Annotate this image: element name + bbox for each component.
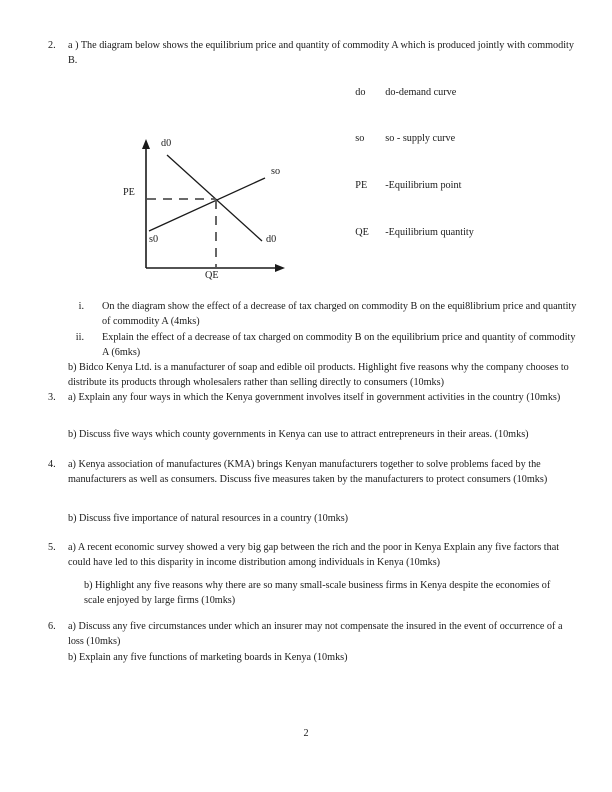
legend-text-pe: -Equilibrium point <box>385 180 462 192</box>
question-2-sub-i <box>68 299 578 330</box>
legend-item-qe <box>340 209 474 256</box>
page-number: 2 <box>303 728 309 739</box>
legend-key-do: do <box>355 86 366 98</box>
x-axis-arrowhead <box>275 264 285 272</box>
legend-key-so: so <box>355 133 365 145</box>
demand-curve <box>167 155 262 241</box>
price-axis-label: PE <box>123 187 135 198</box>
question-2-part-b: b) Bidco Kenya Ltd. is a manufacturer of soap and edible oil products. Highlight five reasons why the company chooses to distribute its products through wholesalers rather than selling directly to consumers (10mks) <box>68 362 569 389</box>
quantity-axis-label: QE <box>205 270 219 281</box>
question-5-part-a-text: a) A recent economic survey showed a very big gap between the rich and the poor in Kenya Explain any five factors that could have led to this disparity in income distribution among individuals in Kenya (10mks) <box>68 542 560 569</box>
question-2-sub-ii-marker: ii. <box>75 332 84 343</box>
legend-item-do <box>340 69 474 116</box>
supply-demand-diagram <box>110 130 310 290</box>
question-5-number: 5. <box>48 542 56 553</box>
legend-text-qe: -Equilibrium quantity <box>385 226 474 238</box>
question-6-part-a-text: a) Discuss any five circumstances under which an insurer may not compensate the insured in the event of occurrence of a loss (10mks) <box>68 621 563 648</box>
question-4-number: 4. <box>48 459 56 470</box>
supply-label-top: so <box>271 166 281 177</box>
diagram-legend <box>340 69 474 256</box>
question-2-intro <box>48 38 580 69</box>
question-2-sub-i-marker: i. <box>78 301 84 312</box>
question-2-sub-i-text: On the diagram show the effect of a decrease of tax charged on commodity B on the equi8librium price and quantity of commodity A (4mks) <box>102 301 577 328</box>
legend-item-pe <box>340 163 474 210</box>
supply-label-bottom: s0 <box>149 234 159 245</box>
legend-text-do: do-demand curve <box>385 86 457 98</box>
question-5-part-b: b) Highlight any five reasons why there are so many small-scale business firms in Kenya despite the economies of scale enjoyed by large firms (10mks) <box>84 580 551 607</box>
question-4-part-a <box>48 457 580 488</box>
question-3-part-b: b) Discuss five ways which county governments in Kenya can use to attract entrepreneurs in their areas. (10mks) <box>68 429 529 440</box>
demand-label-top: d0 <box>161 138 172 149</box>
question-5-part-a <box>48 540 580 571</box>
legend-key-qe: QE <box>355 226 369 238</box>
legend-item-so <box>340 116 474 163</box>
question-2-sub-ii-text: Explain the effect of a decrease of tax charged on commodity B on the equilibrium price and quantity of commodity A (6mks) <box>102 332 576 359</box>
question-3-number: 3. <box>48 392 56 403</box>
legend-key-pe: PE <box>355 180 368 192</box>
question-4-part-a-text: a) Kenya association of manufactures (KMA) brings Kenyan manufacturers together to solve problems faced by the manufacturers as well as consumers. Discuss five measures taken by the manufacturers to protect consumers (10mks) <box>68 459 548 486</box>
question-6-number: 6. <box>48 621 56 632</box>
question-3-part-a-text: a) Explain any four ways in which the Kenya government involves itself in government activities in the country (10mks) <box>68 392 561 403</box>
question-6-part-a <box>48 619 580 650</box>
question-2-sub-ii <box>68 330 578 361</box>
question-6-part-b: b) Explain any five functions of marketing boards in Kenya (10mks) <box>68 652 348 663</box>
legend-text-so: so - supply curve <box>385 133 456 145</box>
question-3-part-a <box>48 390 580 405</box>
question-2-intro-text: a ) The diagram below shows the equilibrium price and quantity of commodity A which is produced jointly with commodity B. <box>68 40 574 67</box>
question-2-number: 2. <box>48 40 56 51</box>
demand-label-bottom: d0 <box>266 234 277 245</box>
question-4-part-b: b) Discuss five importance of natural resources in a country (10mks) <box>68 513 349 524</box>
diagram-svg <box>110 130 310 290</box>
y-axis-arrowhead <box>142 139 150 149</box>
supply-curve <box>149 178 265 231</box>
